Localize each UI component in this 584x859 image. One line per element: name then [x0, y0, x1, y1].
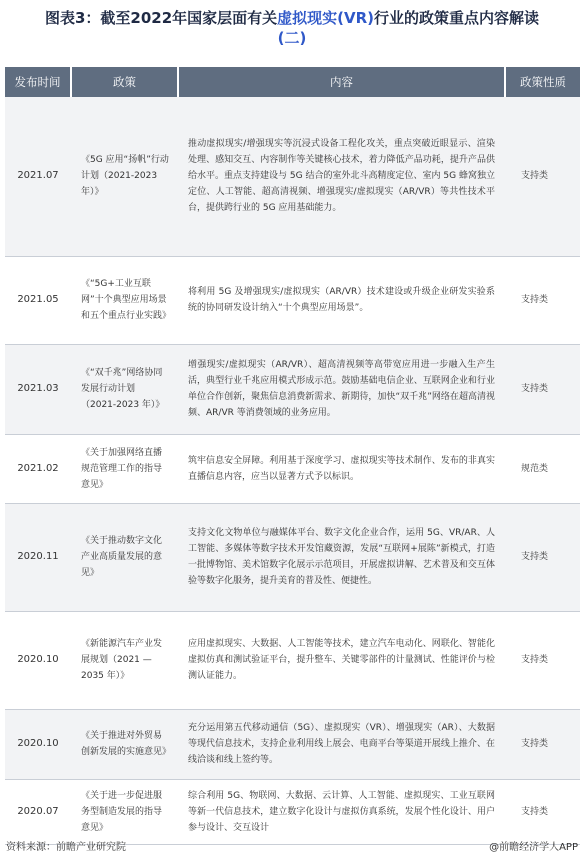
row-policy: 《“5G+工业互联网”十个典型应用场景和五个重点行业实践》	[71, 256, 178, 344]
row-nature: 支持类	[505, 256, 580, 344]
header-policy: 政策	[71, 67, 178, 97]
row-content: 支持文化文物单位与融媒体平台、数字文化企业合作，运用 5G、VR/AR、人工智能、多媒体等数字技术开发馆藏资源，发展“互联网+展陈”新模式，打造一批博物馆、美术馆数字化展示示范项目，开展虚拟讲解、艺术普及和交互体验等数字化服务，提升美育的普及性、便捷性。	[178, 503, 505, 611]
row-date: 2020.10	[5, 709, 71, 779]
row-policy: 《新能源汽车产业发展规划（2021 — 2035 年）》	[71, 611, 178, 709]
title-line-2: (二)	[277, 29, 307, 47]
row-date: 2021.02	[5, 434, 71, 503]
table-row	[5, 779, 580, 844]
table-row	[5, 503, 580, 611]
table-row	[5, 97, 580, 256]
row-nature: 支持类	[505, 611, 580, 709]
row-policy: 《5G 应用“扬帆”行动计划（2021-2023 年）》	[71, 97, 178, 256]
table-header-row	[5, 67, 580, 97]
row-policy: 《“双千兆”网络协同发展行动计划（2021-2023 年）》	[71, 344, 178, 434]
row-content: 综合利用 5G、物联网、大数据、云计算、人工智能、虚拟现实、工业互联网等新一代信息技术，建立数字化设计与虚拟仿真系统，发展个性化设计、用户参与设计、交互设计	[178, 779, 505, 844]
row-nature: 支持类	[505, 503, 580, 611]
table-row	[5, 709, 580, 779]
row-content: 将利用 5G 及增强现实/虚拟现实（AR/VR）技术建设或升级企业研发实验系统的协同研发设计纳入“十个典型应用场景”。	[178, 256, 505, 344]
row-content: 筑牢信息安全屏障。利用基于深度学习、虚拟现实等技术制作、发布的非真实直播信息内容，应当以显著方式予以标识。	[178, 434, 505, 503]
row-policy: 《关于推进对外贸易创新发展的实施意见》	[71, 709, 178, 779]
title-line-1: 图表3：截至2022年国家层面有关虚拟现实(VR)行业的政策重点内容解读	[44, 9, 540, 27]
row-content: 应用虚拟现实、大数据、人工智能等技术，建立汽车电动化、网联化、智能化虚拟仿真和测试验证平台，提升整车、关键零部件的计量测试、性能评价与检测认证能力。	[178, 611, 505, 709]
header-nature: 政策性质	[505, 67, 580, 97]
row-date: 2021.03	[5, 344, 71, 434]
row-nature: 支持类	[505, 779, 580, 844]
row-content: 推动虚拟现实/增强现实等沉浸式设备工程化攻关，重点突破近眼显示、渲染处理、感知交互、内容制作等关键核心技术，着力降低产品功耗，提升产品供给水平。重点支持建设与 5G 结合的室外北斗高精度定位、室内 5G 蜂窝独立定位、人工智能、超高清视频、增强现实/虚拟现实（AR/VR）等共性技术平台，提供跨行业的 5G 应用基础能力。	[178, 97, 505, 256]
brand-credit: @前瞻经济学人APP	[489, 842, 578, 853]
row-policy: 《关于推动数字文化产业高质量发展的意见》	[71, 503, 178, 611]
row-content: 增强现实/虚拟现实（AR/VR）、超高清视频等高带宽应用进一步融入生产生活，典型行业千兆应用模式形成示范。鼓励基础电信企业、互联网企业和行业单位合作创新，聚焦信息消费新需求、新期待，加快“双千兆”网络在超高清视频、AR/VR 等消费领域的业务应用。	[178, 344, 505, 434]
row-nature: 支持类	[505, 344, 580, 434]
row-date: 2021.07	[5, 97, 71, 256]
row-policy: 《关于进一步促进服务型制造发展的指导意见》	[71, 779, 178, 844]
header-date: 发布时间	[5, 67, 71, 97]
row-nature: 规范类	[505, 434, 580, 503]
table-row	[5, 344, 580, 434]
row-date: 2020.10	[5, 611, 71, 709]
table-row	[5, 256, 580, 344]
row-date: 2020.11	[5, 503, 71, 611]
policy-table	[5, 67, 580, 845]
row-nature: 支持类	[505, 709, 580, 779]
table-row	[5, 611, 580, 709]
page-title	[0, 8, 584, 48]
table-row	[5, 434, 580, 503]
row-date: 2021.05	[5, 256, 71, 344]
row-nature: 支持类	[505, 97, 580, 256]
source-note: 资料来源：前瞻产业研究院	[6, 842, 126, 853]
header-content: 内容	[178, 67, 505, 97]
row-date: 2020.07	[5, 779, 71, 844]
row-policy: 《关于加强网络直播规范管理工作的指导意见》	[71, 434, 178, 503]
policy-table-container	[5, 67, 580, 845]
row-content: 充分运用第五代移动通信（5G）、虚拟现实（VR）、增强现实（AR）、大数据等现代信息技术，支持企业利用线上展会、电商平台等渠道开展线上推介、在线洽谈和线上签约等。	[178, 709, 505, 779]
